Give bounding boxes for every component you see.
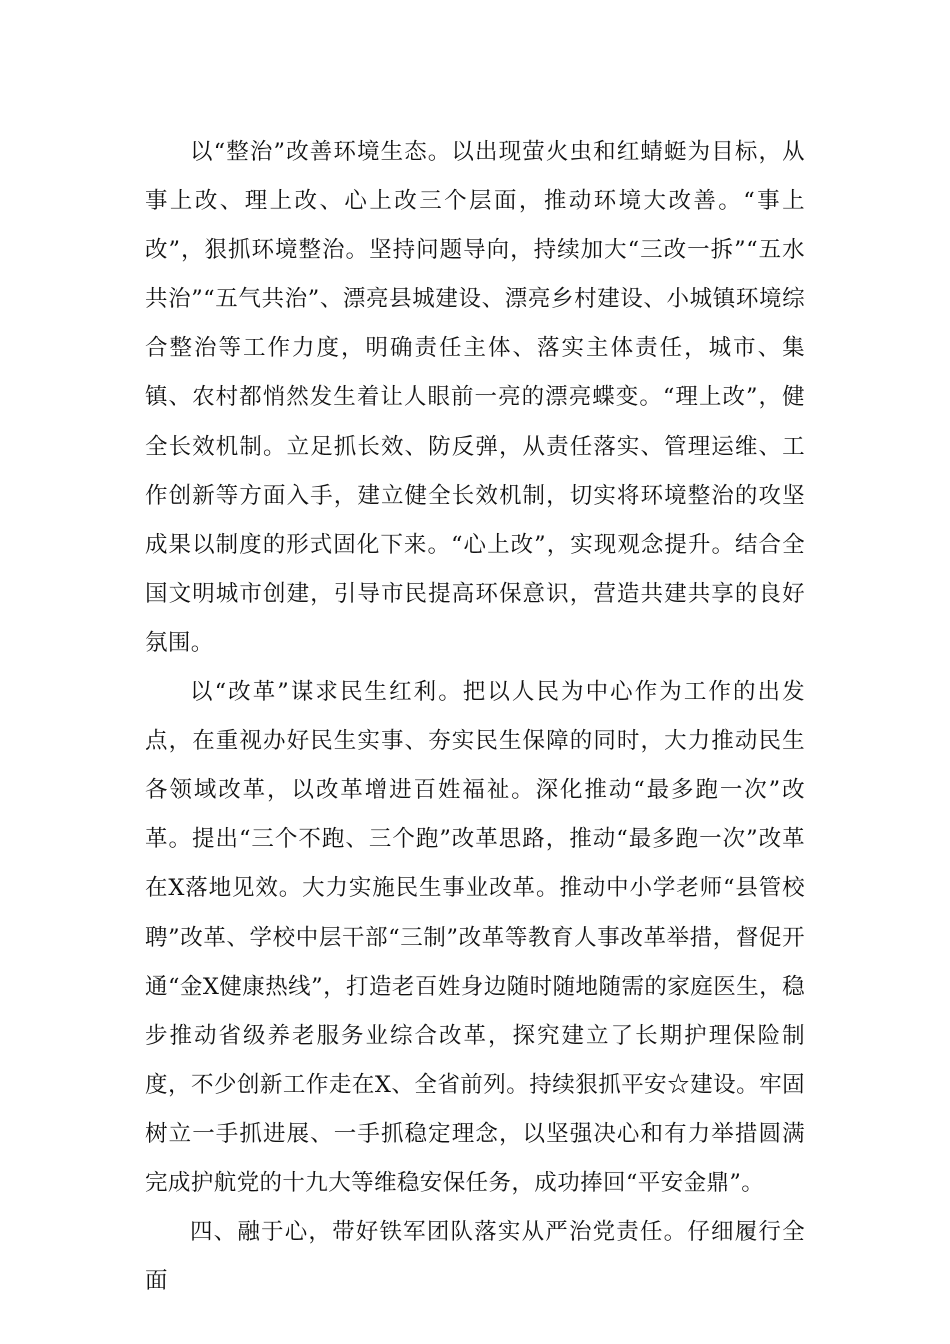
paragraph-reform: 以“改革”谋求民生红利。把以人民为中心作为工作的出发点，在重视办好民生实事、夯实民生保障的同时，大力推动民生各领域改革，以改革增进百姓福祉。深化推动“最多跑一次”改革。提出“三个不跑、三个跑”改革思路，推动“最多跑一次”改革在X落地见效。大力实施民生事业改革。推动中小学老师“县管校聘”改革、学校中层干部“三制”改革等教育人事改革举措，督促开通“金X健康热线”，打造老百姓身边随时随地随需的家庭医生，稳步推动省级养老服务业综合改革，探究建立了长期护理保险制度，不少创新工作走在X、全省前列。持续狠抓平安☆建设。牢固树立一手抓进展、一手抓稳定理念，以坚强决心和有力举措圆满完成护航党的十九大等维稳安保任务，成功捧回“平安金鼎”。 [145, 679, 805, 1196]
document-body [145, 128, 805, 1306]
paragraph-section-four: 四、融于心，带好铁军团队落实从严治党责任。仔细履行全面 [145, 1219, 805, 1295]
paragraph-environment: 以“整治”改善环境生态。以出现萤火虫和红蜻蜓为目标，从事上改、理上改、心上改三个层面，推动环境大改善。“事上改”，狠抓环境整治。坚持问题导向，持续加大“三改一拆”“五水共治”“五气共治”、漂亮县城建设、漂亮乡村建设、小城镇环境综合整治等工作力度，明确责任主体、落实主体责任，城市、集镇、农村都悄然发生着让人眼前一亮的漂亮蝶变。“理上改”，健全长效机制。立足抓长效、防反弹，从责任落实、管理运维、工作创新等方面入手，建立健全长效机制，切实将环境整治的攻坚成果以制度的形式固化下来。“心上改”，实现观念提升。结合全国文明城市创建，引导市民提高环保意识，营造共建共享的良好氛围。 [145, 139, 805, 656]
